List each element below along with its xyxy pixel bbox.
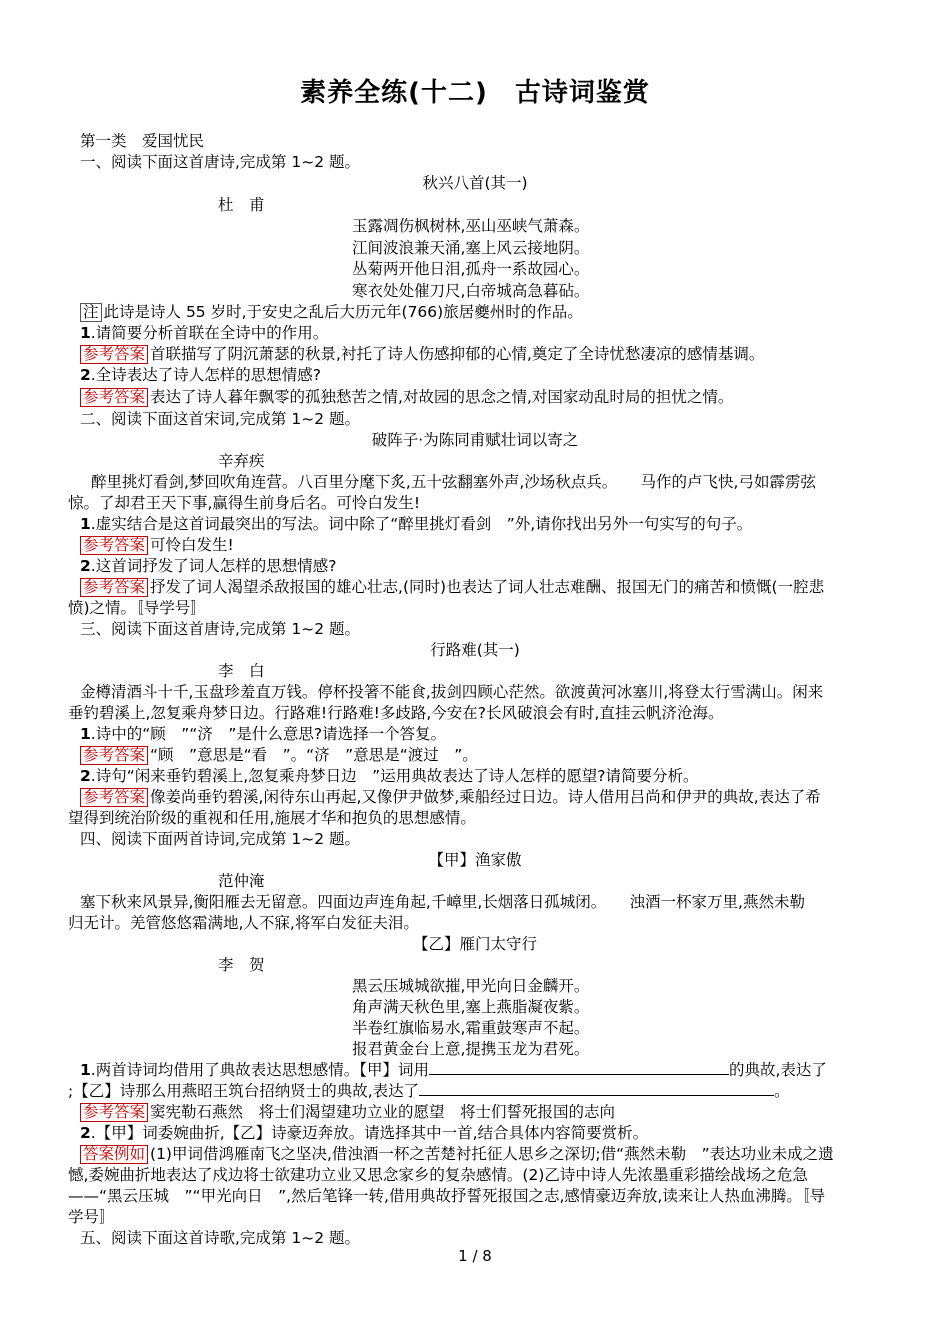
answer: 参考答案 表达了诗人暮年飘零的孤独愁苦之情,对故园的思念之情,对国家动乱时局的担忧之情。 xyxy=(80,387,733,408)
poem-line: 寒衣处处催刀尺,白帝城高急暮砧。 xyxy=(352,282,590,300)
section-2-author: 辛弃疾 xyxy=(218,452,265,470)
question-continued: ;【乙】诗那么用燕昭王筑台招纳贤士的典故,表达了 。 xyxy=(68,1082,790,1100)
poem-text: 归无计。羌管悠悠霜满地,人不寐,将军白发征夫泪。 xyxy=(68,914,419,932)
page-number: 1 / 8 xyxy=(458,1247,492,1265)
answer: 参考答案 可怜白发生! xyxy=(80,535,234,556)
section-2-poem-title: 破阵子·为陈同甫赋壮词以寄之 xyxy=(371,431,579,449)
answer-continued: 愤)之情。〚导学号〛 xyxy=(68,599,206,617)
poem-line: 角声满天秋色里,塞上燕脂凝夜紫。 xyxy=(352,998,590,1016)
answer: 参考答案 首联描写了阴沉萧瑟的秋景,衬托了诗人伤感抑郁的心情,奠定了全诗忧愁凄凉的感情基调。 xyxy=(80,344,764,365)
question: 2.【甲】词委婉曲折,【乙】诗豪迈奔放。请选择其中一首,结合具体内容简要赏析。 xyxy=(80,1124,649,1142)
question: 1.两首诗词均借用了典故表达思想感情。【甲】词用 的典故,表达了 xyxy=(80,1061,827,1079)
poem-line: 半卷红旗临易水,霜重鼓寒声不起。 xyxy=(352,1019,590,1037)
section-1-intro: 一、阅读下面这首唐诗,完成第 1~2 题。 xyxy=(80,153,360,171)
section-1-note: 注 此诗是诗人 55 岁时,于安史之乱后大历元年(766)旅居夔州时的作品。 xyxy=(80,302,583,323)
poem-line: 江间波浪兼天涌,塞上风云接地阴。 xyxy=(352,239,590,257)
section-1-author: 杜 甫 xyxy=(218,196,265,214)
section-1-poem-title: 秋兴八首(其一) xyxy=(422,174,528,192)
note-tag: 注 xyxy=(80,303,102,322)
answer-blank[interactable] xyxy=(419,1081,774,1096)
question: 2.诗句“闲来垂钓碧溪上,忽复乘舟梦日边 ”运用典故表达了诗人怎样的愿望?请简要分析。 xyxy=(80,767,699,785)
poem-line: 报君黄金台上意,提携玉龙为君死。 xyxy=(352,1040,590,1058)
answer-continued: ——“黑云压城 ”“甲光向日 ”,然后笔锋一转,借用典故抒誓死报国之志,感情豪迈奔放,读来让人热血沸腾。〚导 xyxy=(68,1187,826,1205)
section-2-intro: 二、阅读下面这首宋词,完成第 1~2 题。 xyxy=(80,410,360,428)
poem-line: 黑云压城城欲摧,甲光向日金麟开。 xyxy=(352,977,590,995)
poem-text: 金樽清酒斗十千,玉盘珍羞直万钱。停杯投箸不能食,拔剑四顾心茫然。欲渡黄河冰塞川,将登太行雪满山。闲来 xyxy=(80,683,824,701)
answer-tag: 参考答案 xyxy=(80,788,148,807)
answer-tag: 参考答案 xyxy=(80,345,148,364)
answer: 参考答案 “顾 ”意思是“看 ”。“济 ”意思是“渡过 ”。 xyxy=(80,745,478,766)
section-5-intro: 五、阅读下面这首诗歌,完成第 1~2 题。 xyxy=(80,1229,360,1247)
answer-tag: 参考答案 xyxy=(80,578,148,597)
question: 1.请简要分析首联在全诗中的作用。 xyxy=(80,324,329,342)
answer-tag: 参考答案 xyxy=(80,1103,148,1122)
poem-text: 惊。了却君王天下事,赢得生前身后名。可怜白发生! xyxy=(68,494,421,512)
answer-continued: 憾,委婉曲折地表达了戍边将士欲建功立业又思念家乡的复杂感情。(2)乙诗中诗人先浓墨重彩描绘战场之危急 xyxy=(68,1166,808,1184)
answer-tag: 参考答案 xyxy=(80,746,148,765)
question: 2.全诗表达了诗人怎样的思想情感? xyxy=(80,366,321,384)
question: 2.这首词抒发了词人怎样的思想情感? xyxy=(80,557,337,575)
section-3-author: 李 白 xyxy=(218,662,265,680)
page-title: 素养全练(十二) 古诗词鉴赏 xyxy=(300,78,650,108)
answer: 参考答案 像姜尚垂钓碧溪,闲待东山再起,又像伊尹做梦,乘船经过日边。诗人借用吕尚和伊尹的典故,表达了希 xyxy=(80,787,821,808)
poem-text: 醉里挑灯看剑,梦回吹角连营。八百里分麾下炙,五十弦翻塞外声,沙场秋点兵。 马作的卢飞快,弓如霹雳弦 xyxy=(91,473,816,491)
answer: 答案例如 (1)甲词借鸿雁南飞之坚决,借浊酒一杯之苦楚衬托征人思乡之深切;借“燕然未勒 ”表达功业未成之遗 xyxy=(80,1144,834,1165)
section-3-poem-title: 行路难(其一) xyxy=(430,641,520,659)
section-4-intro: 四、阅读下面两首诗词,完成第 1~2 题。 xyxy=(80,830,360,848)
answer: 参考答案 抒发了词人渴望杀敌报国的雄心壮志,(同时)也表达了词人壮志难酬、报国无门的痛苦和愤慨(一腔悲 xyxy=(80,577,824,598)
answer: 参考答案 窦宪勒石燕然 将士们渴望建功立业的愿望 将士们誓死报国的志向 xyxy=(80,1102,615,1123)
section-4-poem2-author: 李 贺 xyxy=(218,956,265,974)
answer-blank[interactable] xyxy=(429,1060,729,1075)
poem-line: 丛菊两开他日泪,孤舟一系故园心。 xyxy=(352,260,590,278)
answer-tag: 参考答案 xyxy=(80,388,148,407)
answer-continued: 学号〛 xyxy=(68,1208,115,1226)
section-4-poem1-title: 【甲】渔家傲 xyxy=(428,851,522,869)
question: 1.虚实结合是这首词最突出的写法。词中除了“醉里挑灯看剑 ”外,请你找出另外一句实写的句子。 xyxy=(80,515,753,533)
answer-continued: 望得到统治阶级的重视和任用,施展才华和抱负的思想感情。 xyxy=(68,809,476,827)
answer-tag: 答案例如 xyxy=(80,1145,148,1164)
poem-text: 塞下秋来风景异,衡阳雁去无留意。四面边声连角起,千嶂里,长烟落日孤城闭。 浊酒一杯家万里,燕然未勒 xyxy=(80,893,805,911)
section-4-poem1-author: 范仲淹 xyxy=(218,872,265,890)
question: 1.诗中的“顾 ”“济 ”是什么意思?请选择一个答复。 xyxy=(80,725,447,743)
poem-text: 垂钓碧溪上,忽复乘舟梦日边。行路难!行路难!多歧路,今安在?长风破浪会有时,直挂云帆济沧海。 xyxy=(68,704,724,722)
answer-tag: 参考答案 xyxy=(80,536,148,555)
category-heading: 第一类 爱国忧民 xyxy=(80,132,205,150)
section-4-poem2-title: 【乙】雁门太守行 xyxy=(412,935,537,953)
section-3-intro: 三、阅读下面这首唐诗,完成第 1~2 题。 xyxy=(80,620,360,638)
poem-line: 玉露凋伤枫树林,巫山巫峡气萧森。 xyxy=(352,217,590,235)
